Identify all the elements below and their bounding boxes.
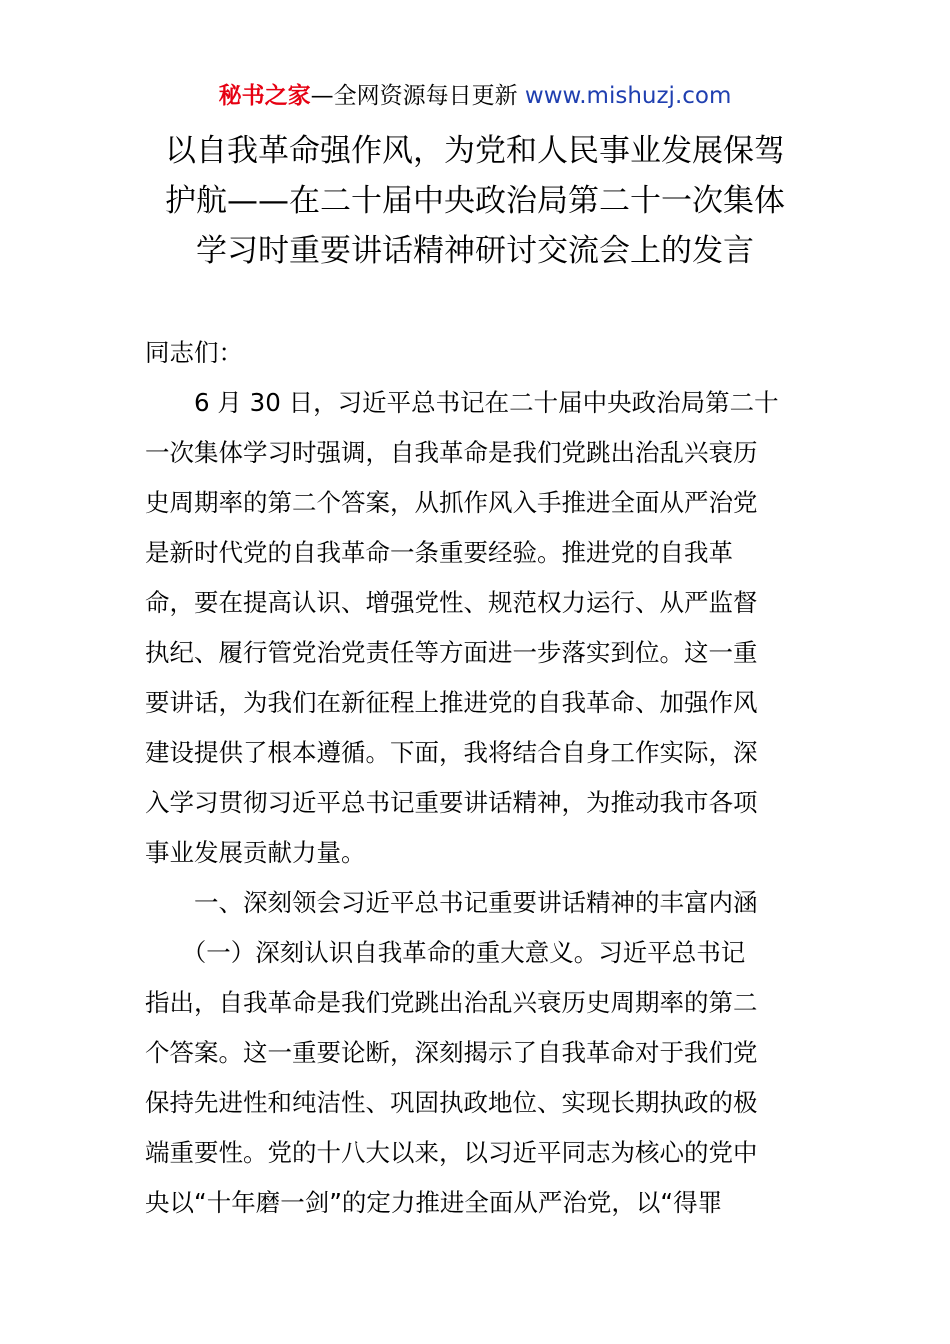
body-line: 史周期率的第二个答案，从抓作风入手推进全面从严治党 xyxy=(145,488,758,517)
body-line: 要讲话，为我们在新征程上推进党的自我革命、加强作风 xyxy=(145,688,758,717)
body-line: 端重要性。党的十八大以来，以习近平同志为核心的党中 xyxy=(145,1138,758,1167)
title-line: 学习时重要讲话精神研讨交流会上的发言 xyxy=(196,233,754,269)
body-line: 6 月 30 日，习近平总书记在二十届中央政治局第二十 xyxy=(145,388,779,417)
document-title xyxy=(140,126,810,276)
title-line: 护航——在二十届中央政治局第二十一次集体 xyxy=(165,183,785,219)
section-heading: 一、深刻领会习近平总书记重要讲话精神的丰富内涵 xyxy=(145,888,758,917)
body-line: 命，要在提高认识、增强党性、规范权力运行、从严监督 xyxy=(145,588,758,617)
site-tagline: —全网资源每日更新 xyxy=(310,83,518,109)
body-line: 一次集体学习时强调，自我革命是我们党跳出治乱兴衰历 xyxy=(145,438,758,467)
site-header xyxy=(0,80,950,112)
body-line: 入学习贯彻习近平总书记重要讲话精神，为推动我市各项 xyxy=(145,788,758,817)
salutation: 同志们： xyxy=(145,338,243,367)
body-line: 个答案。这一重要论断，深刻揭示了自我革命对于我们党 xyxy=(145,1038,758,1067)
body-line: 执纪、履行管党治党责任等方面进一步落实到位。这一重 xyxy=(145,638,758,667)
site-url-link[interactable]: www.mishuzj.com xyxy=(517,83,732,109)
body-line: 是新时代党的自我革命一条重要经验。推进党的自我革 xyxy=(145,538,733,567)
body-line: 建设提供了根本遵循。下面，我将结合自身工作实际，深 xyxy=(145,738,758,767)
title-line: 以自我革命强作风，为党和人民事业发展保驾 xyxy=(165,133,785,169)
body-line: 事业发展贡献力量。 xyxy=(145,838,366,867)
body-line: 保持先进性和纯洁性、巩固执政地位、实现长期执政的极 xyxy=(145,1088,758,1117)
body-line: 央以“十年磨一剑”的定力推进全面从严治党，以“得罪 xyxy=(145,1188,723,1217)
site-brand: 秘书之家 xyxy=(218,83,311,109)
body-line: 指出，自我革命是我们党跳出治乱兴衰历史周期率的第二 xyxy=(145,988,758,1017)
body-line: （一）深刻认识自我革命的重大意义。习近平总书记 xyxy=(145,938,746,967)
document-body xyxy=(145,328,805,1228)
